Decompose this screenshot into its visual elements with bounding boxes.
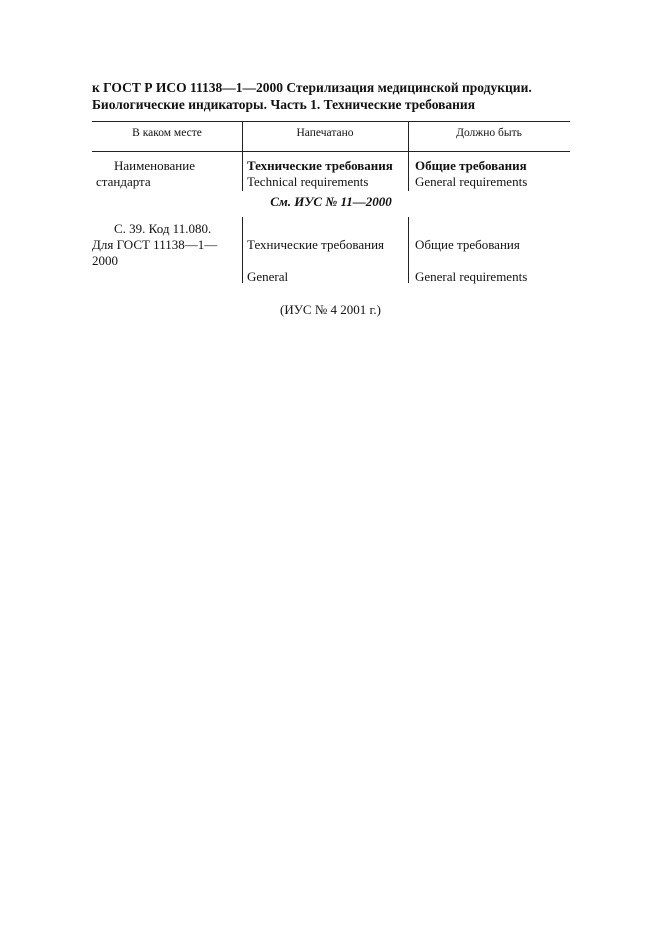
row2-divider-1 <box>242 217 243 283</box>
row1-divider-1 <box>242 151 243 191</box>
row1-divider-2 <box>408 151 409 191</box>
header-printed: Напечатано <box>296 127 354 139</box>
row2-divider-2 <box>408 217 409 283</box>
row2-should-ru: Общие требования <box>415 237 520 252</box>
row2-place-line1: С. 39. Код 11.080. <box>114 221 212 236</box>
document-title <box>92 79 572 113</box>
row2-printed-ru: Технические требования <box>247 237 385 252</box>
row1-place-line1: Наименование <box>114 158 195 173</box>
row1-place-line2: стандарта <box>96 174 151 189</box>
row2-place-line2: Для ГОСТ 11138—1— <box>92 237 218 252</box>
row1-printed-en: Technical requirements <box>247 174 369 189</box>
row1-should-en: General requirements <box>415 174 528 189</box>
table-top-rule <box>92 121 570 122</box>
row2-should-en: General requirements <box>415 269 528 284</box>
row2-place-line3: 2000 <box>92 253 118 268</box>
header-divider-2 <box>408 121 409 151</box>
row2-printed-en: General <box>247 269 289 284</box>
header-divider-1 <box>242 121 243 151</box>
header-place: В каком месте <box>132 127 202 139</box>
row1-should-ru: Общие требования <box>415 158 527 173</box>
section-reference: См. ИУС № 11—2000 <box>270 194 392 209</box>
row1-printed-ru: Технические требования <box>247 158 393 173</box>
title-line-1: к ГОСТ Р ИСО 11138—1—2000 Стерилизация медицинской продукции. <box>92 80 532 95</box>
header-should-be: Должно быть <box>456 127 522 139</box>
header-bottom-rule <box>92 151 570 152</box>
source-note: (ИУС № 4 2001 г.) <box>280 302 381 317</box>
title-line-2: Биологические индикаторы. Часть 1. Технические требования <box>92 97 476 112</box>
